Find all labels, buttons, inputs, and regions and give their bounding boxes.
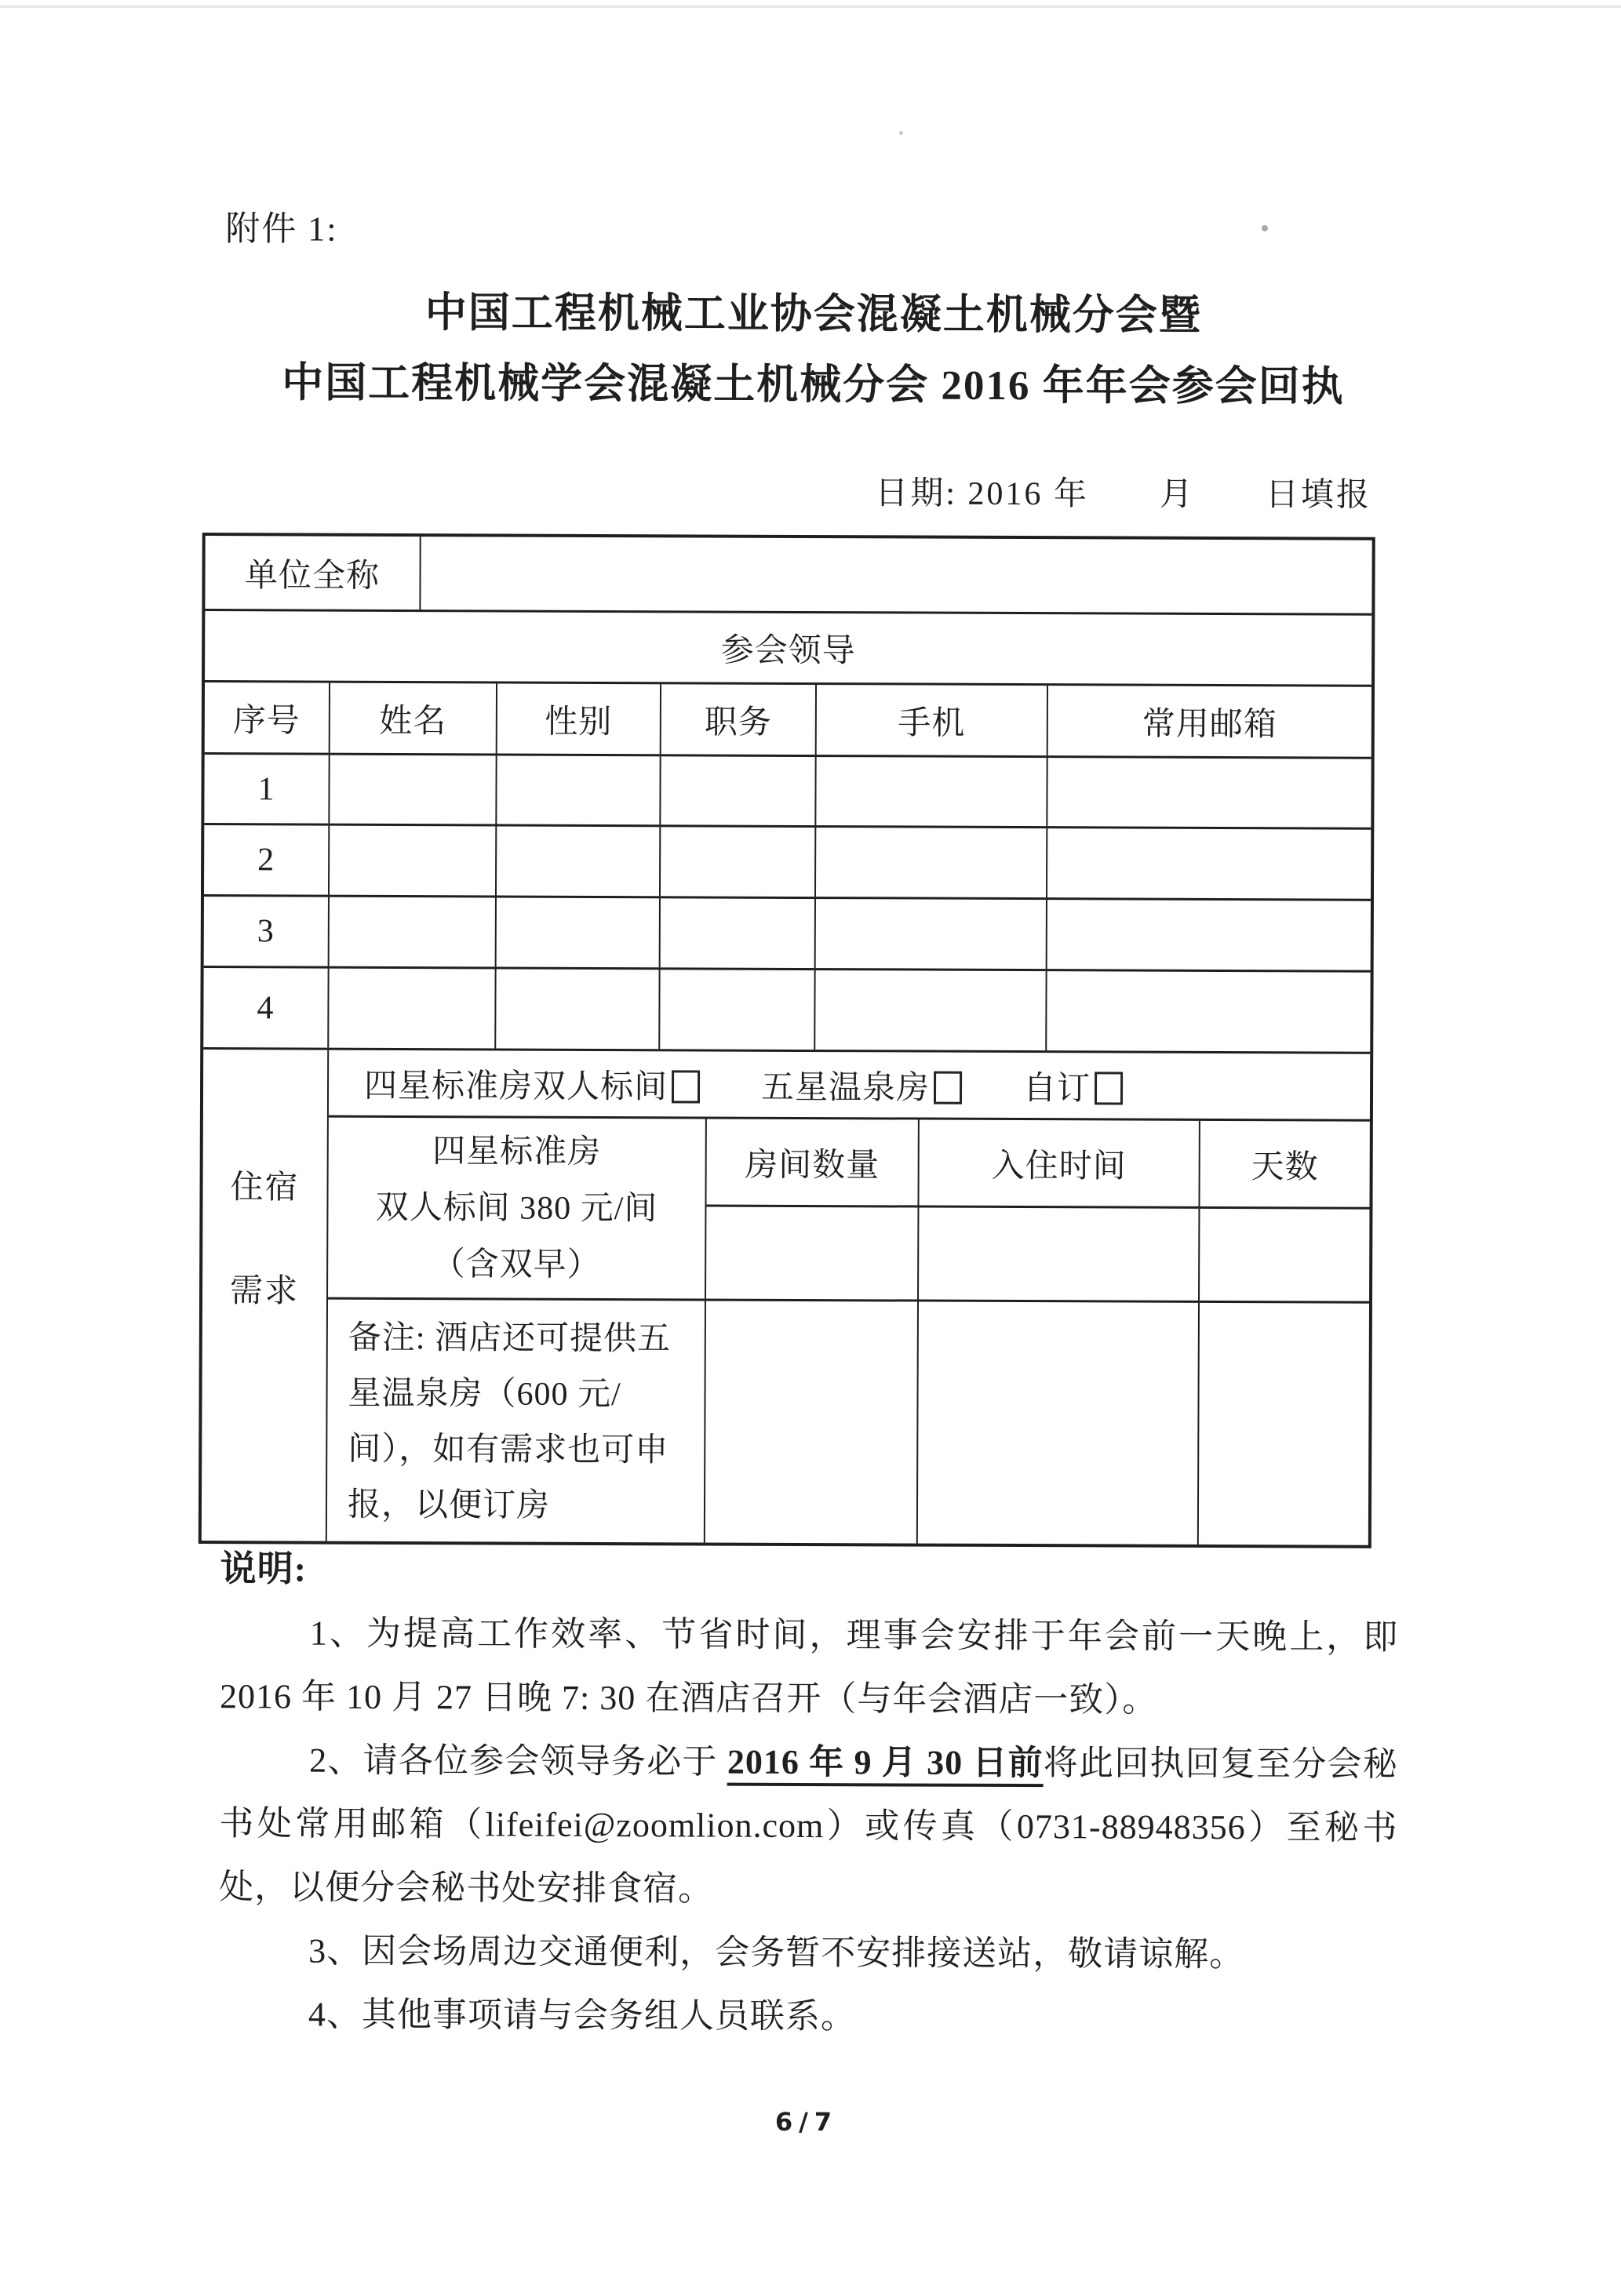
- registration-form-table: [199, 533, 1375, 1548]
- leader-gender-cell: [497, 755, 661, 824]
- leader-mobile-cell: [815, 970, 1047, 1050]
- leader-row-number: 3: [204, 897, 330, 966]
- leaders-header-row: [205, 682, 1371, 759]
- unit-name-row: [205, 536, 1371, 616]
- leader-mobile-cell: [816, 757, 1047, 826]
- booking-grid-header: [706, 1119, 1369, 1210]
- note-item-2-suffix: 将此回执回复至分会秘书处常用邮箱（lifeifei@zoomlion.com）或传真（0731-88948356）至秘书处，以便分会秘书处安排食宿。: [219, 1744, 1398, 1908]
- four-star-desc-line1: 四星标准房: [432, 1133, 602, 1170]
- four-star-detail-block: [328, 1118, 1370, 1304]
- booking-grid-entry-row: [706, 1207, 1369, 1301]
- lodging-note-text: 备注: 酒店还可提供五星温泉房（600 元/间），如有需求也可申报，以便订房: [327, 1300, 706, 1543]
- column-header-gender: 性别: [497, 683, 661, 754]
- four-star-room-description: [328, 1118, 707, 1299]
- leaders-section-row: [205, 611, 1371, 687]
- column-header-no: 序号: [205, 682, 330, 753]
- leader-row-number: 1: [204, 755, 330, 824]
- four-star-desc-line3: （含双早）: [432, 1246, 601, 1283]
- leader-title-cell: [661, 827, 816, 897]
- room-count-cell: [706, 1207, 919, 1300]
- days-cell: [1199, 1303, 1369, 1545]
- unit-name-label: 单位全称: [205, 536, 421, 609]
- notes-section: [218, 1537, 1398, 2050]
- lodging-section-row: [202, 1050, 1370, 1545]
- column-header-email: 常用邮箱: [1142, 706, 1277, 743]
- leader-gender-cell: [496, 969, 660, 1049]
- note-item-3: 3、因会场周边交通便利，会务暂不安排接送站，敬请谅解。: [308, 1931, 1245, 1974]
- note-item-2: [219, 1728, 1398, 1923]
- leader-row-4: [203, 968, 1370, 1054]
- leader-title-cell: [661, 756, 816, 825]
- option-self-book: [1023, 1062, 1123, 1109]
- lodging-row-label: [202, 1050, 329, 1541]
- leader-name-cell: [330, 897, 497, 967]
- unit-name-value-cell: [421, 537, 1371, 613]
- document-title-line2: 中国工程机械学会混凝土机械分会 2016 年年会参会回执: [282, 360, 1345, 410]
- column-header-title: 职务: [661, 684, 817, 755]
- column-header-name: 姓名: [330, 683, 497, 754]
- leader-row-number: 4: [203, 968, 329, 1048]
- leader-row-1: [204, 755, 1371, 830]
- column-header-checkin-time: 入住时间: [919, 1120, 1200, 1206]
- leader-row-number: 2: [204, 825, 330, 895]
- five-star-checkbox: [934, 1071, 962, 1104]
- option-five-star-spring: [761, 1061, 962, 1108]
- leader-email-cell: [1047, 971, 1370, 1052]
- leader-gender-cell: [497, 897, 661, 967]
- option-four-star-label: 四星标准房双人标间: [363, 1068, 668, 1105]
- leader-email-cell: [1047, 758, 1371, 828]
- lodging-detail-area: [327, 1050, 1370, 1545]
- room-count-cell: [705, 1301, 919, 1544]
- leader-title-cell: [661, 898, 816, 968]
- deadline-emphasis: 2016 年 9 月 30 日前: [727, 1743, 1044, 1788]
- leader-title-cell: [660, 970, 815, 1050]
- days-cell: [1200, 1209, 1369, 1301]
- room-booking-grid: [706, 1119, 1370, 1301]
- leader-email-cell: [1047, 828, 1371, 899]
- room-options-row: [329, 1050, 1370, 1122]
- leaders-section-title: 参会领导: [720, 632, 856, 670]
- lodging-note-row: [327, 1300, 1369, 1545]
- option-self-book-label: 自订: [1022, 1070, 1091, 1107]
- document-title-line1: 中国工程机械工业协会混凝土机械分会暨: [424, 290, 1202, 339]
- note-item-1: 1、为提高工作效率、节省时间，理事会安排于年会前一天晚上，即 2016 年 10 月 27 日晚 7: 30 在酒店召开（与年会酒店一致）。: [219, 1614, 1399, 1719]
- leader-mobile-cell: [816, 899, 1047, 969]
- note-item-4: 4、其他事项请与会务组人员联系。: [308, 1995, 856, 2036]
- checkin-time-cell: [919, 1208, 1200, 1301]
- four-star-checkbox: [672, 1070, 700, 1103]
- checkin-time-cell: [918, 1302, 1200, 1545]
- column-header-days: 天数: [1251, 1148, 1319, 1185]
- leader-email-cell: [1047, 900, 1371, 970]
- option-five-star-label: 五星温泉房: [760, 1069, 931, 1107]
- four-star-desc-line2: 双人标间 380 元/间: [375, 1189, 658, 1227]
- leader-name-cell: [330, 826, 497, 896]
- leader-name-cell: [329, 969, 496, 1049]
- option-four-star-standard: [364, 1059, 700, 1108]
- self-book-checkbox: [1095, 1072, 1123, 1104]
- column-header-mobile: 手机: [817, 685, 1048, 755]
- lodging-label-line2: 需求: [229, 1273, 300, 1310]
- leader-name-cell: [330, 755, 497, 824]
- page-number: 6/7: [774, 2106, 839, 2138]
- leader-gender-cell: [497, 826, 661, 896]
- leader-row-3: [204, 897, 1371, 973]
- note-item-2-prefix: 2、请各位参会领导务必于: [309, 1741, 728, 1781]
- lodging-label-line1: 住宿: [230, 1170, 300, 1206]
- leader-mobile-cell: [816, 828, 1047, 897]
- notes-heading: 说明:: [220, 1548, 308, 1589]
- attachment-label: 附件 1:: [225, 209, 338, 249]
- fill-date-line: 日期: 2016 年 月 日填报: [875, 475, 1372, 514]
- column-header-room-count: 房间数量: [706, 1119, 919, 1206]
- leader-row-2: [204, 825, 1371, 901]
